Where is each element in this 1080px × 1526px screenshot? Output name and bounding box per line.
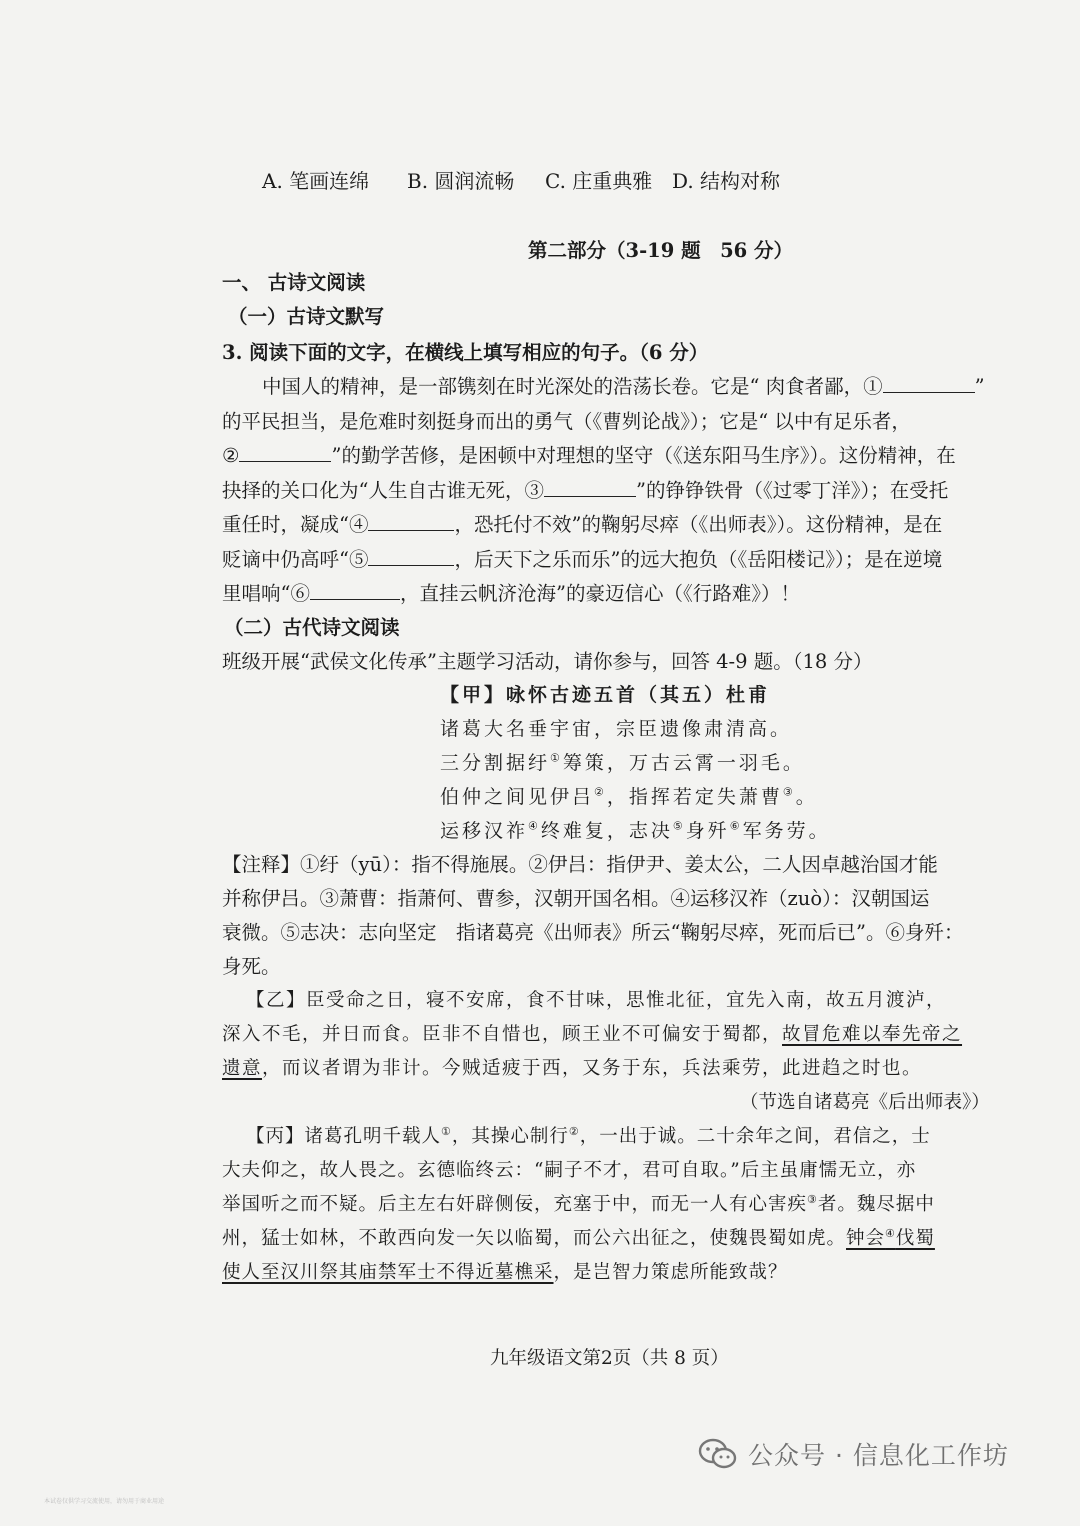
option-c: C. 庄重典雅 bbox=[545, 169, 653, 193]
bing-line-1-a: 【丙】诸葛孔明千载人 bbox=[246, 1126, 442, 1147]
bing-line-5-b: ，是岂智力策虑所能致哉？ bbox=[553, 1262, 788, 1283]
q3-line-4-end: ”的铮铮铁骨（《过零丁洋》）；在受托 bbox=[635, 479, 949, 502]
bing-line-4 bbox=[222, 1226, 935, 1252]
note-marker-b3: ③ bbox=[807, 1192, 818, 1206]
watermark bbox=[698, 1436, 1009, 1472]
yi-underlined-1: 故冒危难以奉先帝之 bbox=[782, 1024, 963, 1045]
notes-line-3: 衰微。⑤志决：志向坚定 指诸葛亮《出师表》所云“鞠躬尽瘁，死而后已”。⑥身歼： bbox=[222, 921, 964, 944]
note-marker-b1: ① bbox=[441, 1124, 452, 1138]
bing-line-4-b: 钟会 bbox=[846, 1228, 886, 1249]
q3-line-2: 的平民担当，是危难时刻挺身而出的勇气（《曹刿论战》）；它是“ 以中有足乐者， bbox=[222, 410, 911, 433]
blank-5[interactable] bbox=[368, 547, 454, 566]
poem-line-2 bbox=[440, 750, 805, 776]
poem-line-2-a: 三分割据纡 bbox=[440, 752, 551, 774]
q3-line-1-text: 中国人的精神，是一部镌刻在时光深处的浩荡长卷。它是“ 肉食者鄙，① bbox=[262, 375, 883, 398]
subsection-2-heading: （二）古代诗文阅读 bbox=[224, 616, 400, 639]
poem-line-3-a: 伯仲之间见伊吕 bbox=[440, 786, 595, 808]
q3-line-6-end: ，后天下之乐而乐”的远大抱负（《岳阳楼记》）；是在逆境 bbox=[454, 548, 943, 571]
bing-line-1 bbox=[246, 1124, 931, 1150]
option-d: D. 结构对称 bbox=[672, 169, 781, 193]
q3-line-1-end: ” bbox=[974, 375, 985, 398]
q3-line-7-end: ，直挂云帆济沧海”的豪迈信心（《行路难》）！ bbox=[399, 582, 800, 605]
q3-line-3-text: ”的勤学苦修，是困顿中对理想的坚守（《送东阳马生序》）。这份精神，在 bbox=[331, 444, 956, 467]
q3-line-1 bbox=[262, 374, 985, 400]
option-a: A. 笔画连绵 bbox=[262, 169, 370, 193]
note-marker-6: ⑥ bbox=[729, 819, 743, 833]
q3-line-6-text: 贬谪中仍高呼“⑤ bbox=[222, 548, 369, 571]
q3-line-5-text: 重任时，凝成“④ bbox=[222, 513, 369, 536]
bing-line-1-b: ，其操心制行 bbox=[451, 1126, 569, 1147]
yi-line-2-a: 深入不毛，并日而食。臣非不自惜也，顾王业不可偏安于蜀都， bbox=[222, 1024, 783, 1045]
poem-line-1: 诸葛大名垂宇宙，宗臣遗像肃清高。 bbox=[440, 718, 793, 740]
note-marker-3: ③ bbox=[782, 785, 796, 799]
bing-line-3 bbox=[222, 1192, 935, 1218]
bing-underlined-2: 使人至汉川祭其庙禁军士不得近墓樵采 bbox=[222, 1262, 554, 1283]
poem-line-3-b: ，指挥若定失萧曹 bbox=[606, 786, 783, 808]
wechat-icon bbox=[698, 1437, 738, 1471]
bing-line-4-a: 州，猛士如林，不敢西向发一矢以临蜀，而公六出征之，使魏畏蜀如虎。 bbox=[222, 1228, 847, 1249]
poem-line-4-d: 军务劳。 bbox=[742, 820, 831, 842]
note-marker-4: ④ bbox=[528, 819, 541, 833]
blank-2[interactable] bbox=[239, 443, 331, 462]
notes-line-4: 身死。 bbox=[222, 955, 281, 978]
poem-line-2-b: 筹策，万古云霄一羽毛。 bbox=[562, 752, 805, 774]
option-b: B. 圆润流畅 bbox=[407, 169, 515, 193]
poem-line-3 bbox=[440, 784, 818, 810]
subsection-heading: （一）古诗文默写 bbox=[228, 305, 385, 328]
poem-line-4 bbox=[440, 818, 831, 844]
yi-underlined-2: 遗意 bbox=[222, 1058, 263, 1079]
blank-3[interactable] bbox=[544, 478, 636, 497]
blank-6[interactable] bbox=[310, 581, 400, 600]
bing-line-3-a: 举国听之而不疑。后主左右奸辟侧佞，充塞于中，而无一人有心害疾 bbox=[222, 1194, 808, 1215]
yi-line-1: 【乙】臣受命之日，寝不安席，食不甘味，思惟北征，宜先入南，故五月渡泸， bbox=[246, 990, 947, 1011]
question-3-heading: 3. 阅读下面的文字，在横线上填写相应的句子。（6 分） bbox=[222, 341, 709, 364]
q3-line-3 bbox=[222, 443, 956, 469]
yi-line-2 bbox=[222, 1022, 962, 1048]
bing-line-5 bbox=[222, 1260, 788, 1286]
section-heading: 一、 古诗文阅读 bbox=[222, 271, 366, 294]
yi-line-3-b: ，而议者谓为非计。今贼适疲于西，又务于东，兵法乘劳，此进趋之时也。 bbox=[262, 1058, 923, 1079]
blank-4[interactable] bbox=[368, 512, 454, 531]
bing-line-4-c: 伐蜀 bbox=[895, 1228, 935, 1249]
note-marker-5: ⑤ bbox=[672, 819, 686, 833]
tiny-note: 本试卷仅供学习交流使用，请勿用于商业用途 bbox=[44, 1498, 165, 1505]
page-footer: 九年级语文第2页（共 8 页） bbox=[490, 1348, 729, 1369]
q3-line-6 bbox=[222, 547, 942, 573]
bing-line-1-c: ，一出于诚。二十余年之间，君信之，士 bbox=[579, 1126, 931, 1147]
notes-line-1: 【注释】①纡（yū）：指不得施展。②伊吕：指伊尹、姜太公，二人因卓越治国才能 bbox=[222, 853, 938, 876]
note-marker-1: ① bbox=[550, 751, 563, 765]
q3-line-7 bbox=[222, 581, 800, 607]
reading-intro: 班级开展“武侯文化传承”主题学习活动，请你参与，回答 4-9 题。（18 分） bbox=[222, 650, 873, 673]
q3-line-5-end: ，恐托付不效”的鞠躬尽瘁（《出师表》）。这份精神，是在 bbox=[454, 513, 943, 536]
q3-line-4-text: 抉择的关口化为“人生自古谁无死，③ bbox=[222, 479, 544, 502]
q3-line-5 bbox=[222, 512, 942, 538]
bing-line-3-b: 者。魏尽据中 bbox=[817, 1194, 935, 1215]
poem-line-3-c: 。 bbox=[795, 786, 818, 808]
q3-line-3-mark: ② bbox=[222, 444, 240, 467]
q3-line-4 bbox=[222, 478, 948, 504]
poem-line-4-b: 终难复，志决 bbox=[540, 820, 673, 842]
note-marker-b4: ④ bbox=[885, 1226, 896, 1240]
bing-line-2: 大夫仰之，故人畏之。玄德临终云：“嗣子不才，君可自取。”后主虽庸懦无立，亦 bbox=[222, 1160, 917, 1181]
note-marker-b2: ② bbox=[568, 1124, 580, 1138]
watermark-text: 公众号 · 信息化工作坊 bbox=[748, 1441, 1009, 1470]
q3-line-7-text: 里唱响“⑥ bbox=[222, 582, 310, 605]
part-title: 第二部分（3-19 题 56 分） bbox=[528, 239, 794, 262]
yi-source: （节选自诸葛亮《后出师表》） bbox=[740, 1092, 990, 1113]
notes-line-2: 并称伊吕。③萧曹：指萧何、曹参，汉朝开国名相。④运移汉祚（zuò）：汉朝国运 bbox=[222, 887, 930, 910]
yi-line-3 bbox=[222, 1056, 922, 1082]
bing-underlined-1 bbox=[846, 1228, 935, 1249]
note-marker-2: ② bbox=[594, 785, 607, 799]
blank-1[interactable] bbox=[883, 374, 975, 393]
poem-line-4-c: 身歼 bbox=[685, 820, 730, 842]
poem-line-4-a: 运移汉祚 bbox=[440, 820, 529, 842]
poem-title: 【甲】咏怀古迹五首（其五）杜甫 bbox=[440, 684, 771, 706]
